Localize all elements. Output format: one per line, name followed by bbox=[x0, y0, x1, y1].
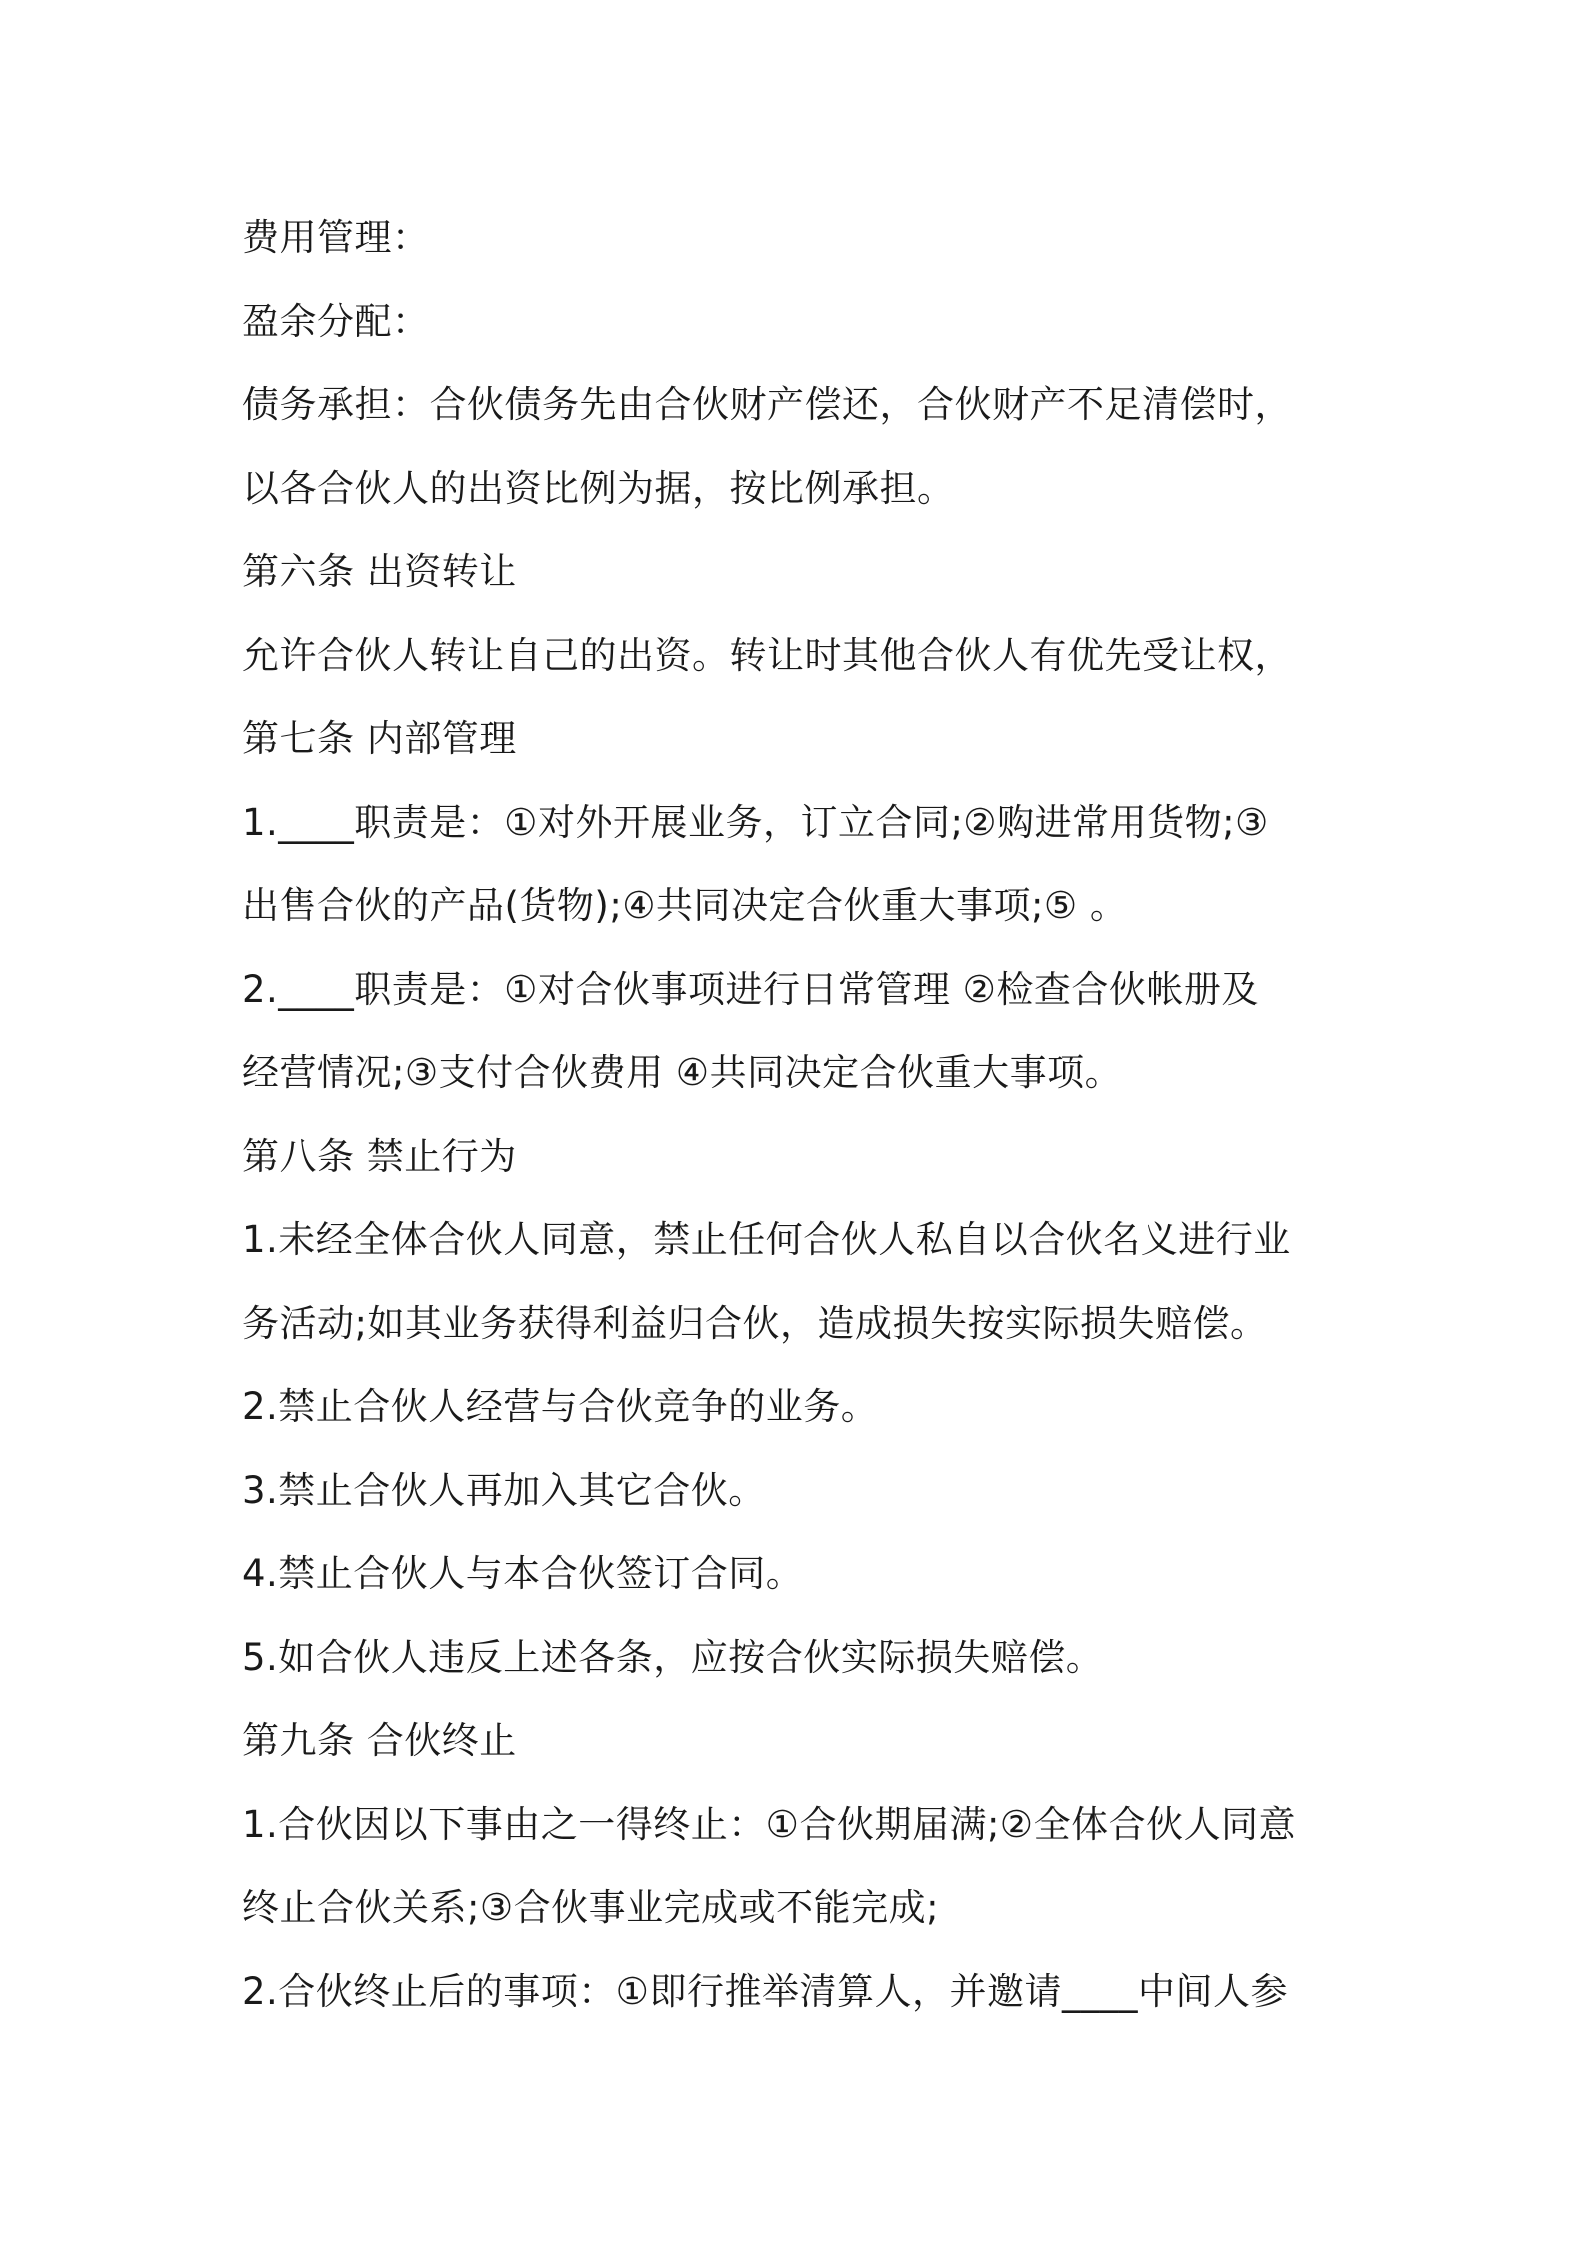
text-line-article-9-item-1: 1.合伙因以下事由之一得终止：①合伙期届满;②全体合伙人同意 bbox=[242, 1802, 1297, 1846]
text-line-article-8-item-2: 2.禁止合伙人经营与合伙竞争的业务。 bbox=[242, 1385, 879, 1428]
document-body bbox=[242, 196, 1362, 2033]
article-7-heading: 第七条 内部管理 bbox=[242, 717, 517, 760]
text-line-article-7-item-1-cont: 出售合伙的产品(货物);④共同决定合伙重大事项;⑤ 。 bbox=[242, 884, 1128, 927]
text-line-article-7-item-2: 2.____职责是：①对合伙事项进行日常管理 ②检查合伙帐册及 bbox=[242, 967, 1259, 1011]
text-line-debt-bearing-cont: 以各合伙人的出资比例为据，按比例承担。 bbox=[242, 466, 955, 510]
text-line-article-8-item-4: 4.禁止合伙人与本合伙签订合同。 bbox=[242, 1552, 804, 1595]
text-line-article-9-item-1-cont: 终止合伙关系;③合伙事业完成或不能完成; bbox=[242, 1886, 940, 1929]
text-line-article-8-item-1: 1.未经全体合伙人同意，禁止任何合伙人私自以合伙名义进行业 bbox=[242, 1218, 1291, 1261]
text-line-article-7-item-1: 1.____职责是：①对外开展业务，订立合同;②购进常用货物;③ bbox=[242, 800, 1269, 844]
text-line-article-8-item-1-cont: 务活动;如其业务获得利益归合伙，造成损失按实际损失赔偿。 bbox=[242, 1301, 1268, 1345]
text-line-article-9-item-2: 2.合伙终止后的事项：①即行推举清算人，并邀请____中间人参 bbox=[242, 1969, 1288, 2013]
article-8-heading: 第八条 禁止行为 bbox=[242, 1134, 517, 1178]
text-line-article-7-item-2-cont: 经营情况;③支付合伙费用 ④共同决定合伙重大事项。 bbox=[242, 1051, 1123, 1094]
text-line-surplus-distribution: 盈余分配： bbox=[242, 299, 430, 343]
text-line-article-6-body: 允许合伙人转让自己的出资。转让时其他合伙人有优先受让权， bbox=[242, 633, 1292, 677]
article-9-heading: 第九条 合伙终止 bbox=[242, 1719, 517, 1762]
text-line-expense-management: 费用管理： bbox=[242, 216, 430, 259]
text-line-article-8-item-5: 5.如合伙人违反上述各条，应按合伙实际损失赔偿。 bbox=[242, 1635, 1104, 1679]
text-line-debt-bearing: 债务承担：合伙债务先由合伙财产偿还，合伙财产不足清偿时， bbox=[242, 383, 1292, 426]
article-6-heading: 第六条 出资转让 bbox=[242, 550, 517, 593]
text-line-article-8-item-3: 3.禁止合伙人再加入其它合伙。 bbox=[242, 1468, 766, 1512]
